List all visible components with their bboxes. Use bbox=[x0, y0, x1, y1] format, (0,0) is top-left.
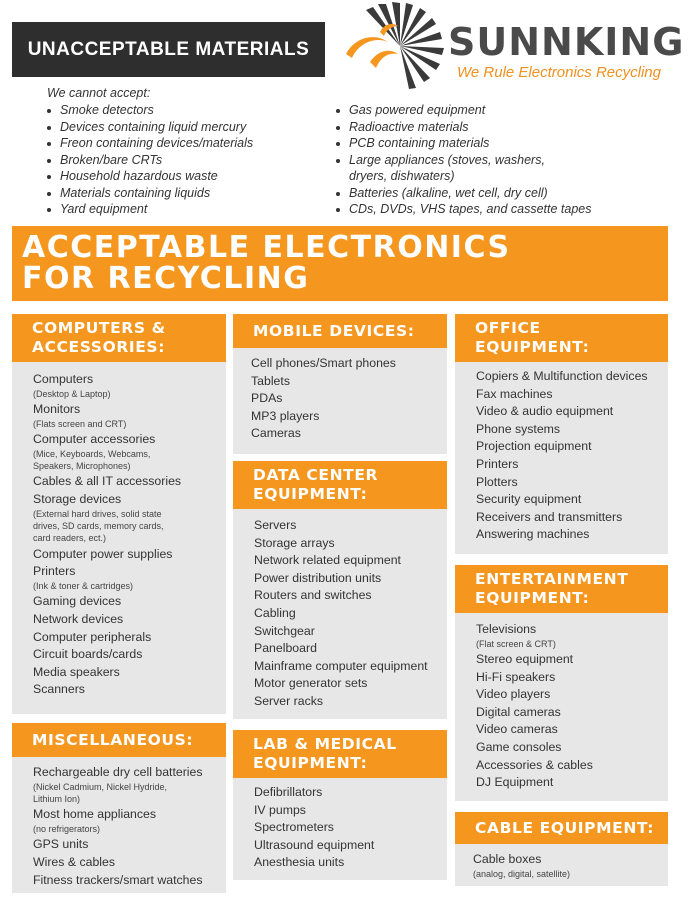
list-item: Network devices bbox=[33, 612, 124, 626]
card-office-equipment bbox=[455, 314, 668, 554]
list-item: MP3 players bbox=[251, 408, 320, 423]
card-header bbox=[455, 314, 668, 362]
logo-tagline: We Rule Electronics Recycling bbox=[457, 64, 661, 81]
list-item: Projection equipment bbox=[476, 439, 592, 454]
card-title: DATA CENTER bbox=[253, 466, 379, 484]
list-item: Fitness trackers/smart watches bbox=[33, 872, 203, 887]
card-title: EQUIPMENT: bbox=[253, 485, 368, 503]
list-item: Game consoles bbox=[476, 739, 562, 754]
list-item: Accessories & cables bbox=[476, 757, 593, 772]
list-item: Security equipment bbox=[476, 492, 582, 507]
card-cable-equipment bbox=[455, 812, 668, 886]
list-item: PDAs bbox=[251, 391, 283, 406]
list-item: Cell phones/Smart phones bbox=[251, 356, 396, 370]
list-item: Radioactive materials bbox=[336, 119, 596, 136]
logo-name: SUNNKING bbox=[448, 20, 685, 64]
card-header bbox=[455, 565, 668, 613]
banner-line-2: FOR RECYCLING bbox=[22, 261, 310, 296]
list-item: Media speakers bbox=[33, 664, 120, 679]
card-body bbox=[12, 757, 226, 895]
list-item: Circuit boards/cards bbox=[33, 647, 143, 662]
card-title: ENTERTAINMENT bbox=[475, 570, 629, 588]
card-header bbox=[233, 461, 447, 509]
list-item: Scanners bbox=[33, 682, 85, 697]
list-item: Digital cameras bbox=[476, 704, 561, 719]
list-item: Computer peripherals bbox=[33, 629, 152, 644]
list-item: Video cameras bbox=[476, 722, 558, 737]
list-item: Spectrometers bbox=[254, 820, 334, 835]
card-title: LAB & MEDICAL bbox=[253, 735, 397, 753]
list-item: Phone systems bbox=[476, 421, 561, 436]
list-item: Fax machines bbox=[476, 386, 553, 401]
list-item: Gaming devices bbox=[33, 594, 122, 609]
list-item: Video & audio equipment bbox=[476, 404, 614, 419]
list-item: Storage devices (External hard drives, solid state drives, SD cards, memory cards, card readers, ect.) bbox=[33, 492, 164, 544]
list-item: Ultrasound equipment bbox=[254, 837, 375, 852]
banner-line-1: ACCEPTABLE ELECTRONICS bbox=[22, 230, 511, 265]
list-item: Most home appliances (no refrigerators) bbox=[33, 807, 157, 834]
list-item: Televisions (Flat screen & CRT) bbox=[476, 622, 556, 649]
list-item: Stereo equipment bbox=[476, 652, 574, 666]
card-lab-medical-equipment bbox=[233, 730, 447, 880]
list-item: GPS units bbox=[33, 837, 89, 852]
list-item: Panelboard bbox=[254, 641, 317, 656]
list-item: Defibrillators bbox=[254, 785, 323, 799]
list-item: DJ Equipment bbox=[476, 775, 554, 790]
list-item: Printers bbox=[476, 456, 519, 471]
list-item: CDs, DVDs, VHS tapes, and cassette tapes bbox=[336, 201, 596, 218]
card-mobile-devices bbox=[233, 314, 447, 454]
card-title: ACCESSORIES: bbox=[32, 338, 165, 356]
card-computers-accessories bbox=[12, 314, 226, 714]
list-item: Motor generator sets bbox=[254, 676, 368, 691]
card-title: OFFICE bbox=[475, 319, 541, 337]
card-entertainment-equipment bbox=[455, 565, 668, 801]
card-title: EQUIPMENT: bbox=[475, 589, 590, 607]
unacceptable-list-right bbox=[336, 102, 596, 218]
card-title: COMPUTERS & bbox=[32, 319, 166, 337]
list-item: Storage arrays bbox=[254, 535, 335, 550]
card-title: EQUIPMENT: bbox=[253, 754, 368, 772]
list-item: Answering machines bbox=[476, 527, 590, 542]
list-item: Switchgear bbox=[254, 623, 315, 638]
list-item: Broken/bare CRTs bbox=[47, 152, 337, 169]
list-item: Mainframe computer equipment bbox=[254, 658, 428, 673]
list-item: Anesthesia units bbox=[254, 855, 345, 870]
list-item: Batteries (alkaline, wet cell, dry cell) bbox=[336, 185, 596, 202]
list-item: Plotters bbox=[476, 474, 518, 489]
list-item: Power distribution units bbox=[254, 570, 382, 585]
list-item: IV pumps bbox=[254, 802, 306, 817]
list-item: Devices containing liquid mercury bbox=[47, 119, 337, 136]
card-body bbox=[455, 613, 668, 798]
card-miscellaneous bbox=[12, 723, 226, 893]
list-item: Video players bbox=[476, 687, 551, 702]
card-title: MISCELLANEOUS: bbox=[32, 730, 194, 749]
list-item: Large appliances (stoves, washers, bbox=[336, 152, 596, 169]
cannot-accept-label: We cannot accept: bbox=[47, 86, 151, 100]
list-item: Rechargeable dry cell batteries (Nickel Cadmium, Nickel Hydride, Lithium Ion) bbox=[33, 765, 203, 804]
list-item: Monitors (Flats screen and CRT) bbox=[33, 402, 127, 429]
list-item: Wires & cables bbox=[33, 855, 116, 869]
card-title: CABLE EQUIPMENT: bbox=[475, 818, 655, 837]
list-item: Cables & all IT accessories bbox=[33, 474, 182, 489]
list-item: Gas powered equipment bbox=[336, 102, 596, 119]
card-header bbox=[12, 723, 226, 757]
list-item: Copiers & Multifunction devices bbox=[476, 369, 648, 383]
card-header bbox=[233, 314, 447, 348]
list-item: Tablets bbox=[251, 373, 290, 388]
unacceptable-list-left bbox=[47, 102, 337, 218]
card-title: MOBILE DEVICES: bbox=[253, 321, 415, 340]
list-item: Server racks bbox=[254, 693, 324, 708]
list-item: Computer accessories (Mice, Keyboards, Webcams, Speakers, Microphones) bbox=[33, 432, 156, 471]
card-body bbox=[233, 778, 447, 878]
list-item: Computers (Desktop & Laptop) bbox=[33, 372, 111, 399]
list-item: Routers and switches bbox=[254, 588, 372, 603]
list-item: Yard equipment bbox=[47, 201, 337, 218]
list-item: PCB containing materials bbox=[336, 135, 596, 152]
list-item: Smoke detectors bbox=[47, 102, 337, 119]
list-item: Household hazardous waste bbox=[47, 168, 337, 185]
list-item: Hi-Fi speakers bbox=[476, 669, 556, 684]
list-item: Printers (Ink & toner & cartridges) bbox=[33, 564, 134, 591]
card-body bbox=[455, 362, 668, 550]
list-item: Cable boxes (analog, digital, satellite) bbox=[473, 852, 571, 879]
list-item: Receivers and transmitters bbox=[476, 509, 623, 524]
list-item: Computer power supplies bbox=[33, 546, 173, 561]
card-data-center-equipment bbox=[233, 461, 447, 719]
acceptable-electronics-banner bbox=[12, 226, 668, 301]
card-body bbox=[12, 362, 226, 705]
list-item: Materials containing liquids bbox=[47, 185, 337, 202]
card-title: EQUIPMENT: bbox=[475, 338, 590, 356]
card-body bbox=[233, 509, 447, 717]
card-header bbox=[233, 730, 447, 778]
card-header bbox=[455, 812, 668, 844]
list-item: Servers bbox=[254, 518, 297, 532]
card-header bbox=[12, 314, 226, 362]
card-body bbox=[455, 844, 668, 887]
unacceptable-materials-title: UNACCEPTABLE MATERIALS bbox=[27, 38, 310, 60]
card-body bbox=[233, 348, 447, 449]
sunnking-logo bbox=[340, 2, 695, 90]
unacceptable-materials-banner bbox=[12, 22, 325, 77]
sunburst-logo-icon bbox=[340, 2, 450, 90]
list-item: Network related equipment bbox=[254, 553, 401, 568]
list-item: Cameras bbox=[251, 426, 301, 441]
list-item-continuation: dryers, dishwaters) bbox=[349, 169, 455, 183]
list-item: Cabling bbox=[254, 605, 296, 620]
list-item: Freon containing devices/materials bbox=[47, 135, 337, 152]
